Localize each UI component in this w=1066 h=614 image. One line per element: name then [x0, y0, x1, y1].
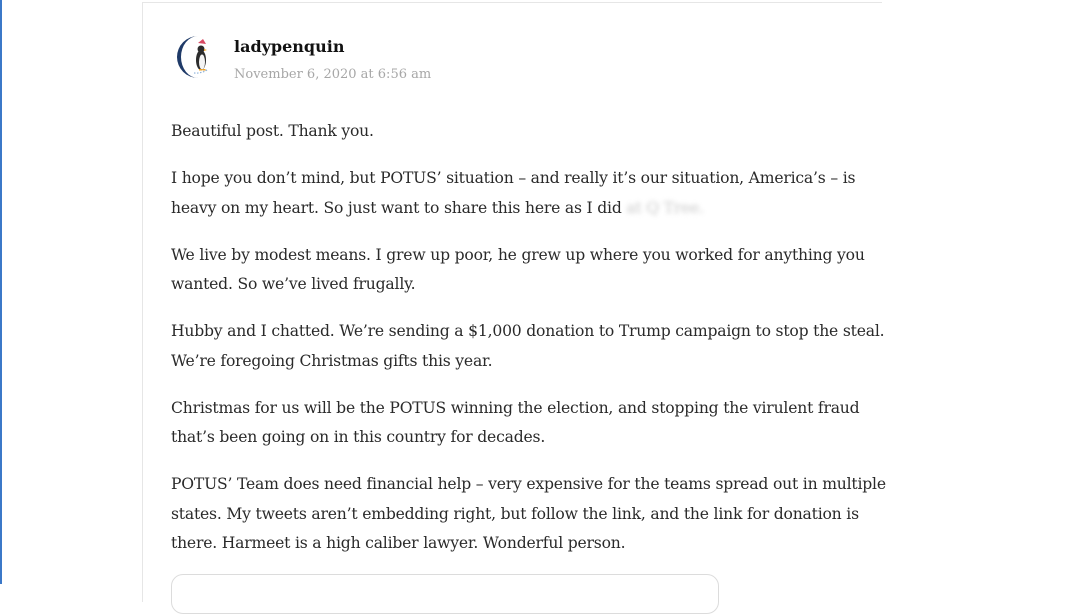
paragraph-text: POTUS’ Team does need financial help – very expensive for the teams spread out in multiple states. My tweets aren’t embedding right, but follow the link, and the link for donation is there. Harmeet is a high caliber lawyer. Wonderful person. — [171, 475, 886, 552]
comment-paragraph — [171, 394, 889, 453]
comment-author-name[interactable]: ladypenquin — [234, 37, 345, 56]
comment-paragraph — [171, 164, 889, 223]
paragraph-text: Beautiful post. Thank you. — [171, 122, 374, 140]
embedded-link-card[interactable] — [171, 574, 719, 614]
paragraph-text: Christmas for us will be the POTUS winning the election, and stopping the virulent fraud that’s been going on in this country for decades. — [171, 398, 860, 446]
paragraph-text: Hubby and I chatted. We’re sending a $1,000 donation to Trump campaign to stop the steal. We’re foregoing Christmas gifts this year. — [171, 322, 885, 370]
comment-paragraph — [171, 317, 889, 376]
paragraph-text: I hope you don’t mind, but POTUS’ situation – and really it’s our situation, America’s – is heavy on my heart. So just want to share this here as I did — [171, 169, 856, 217]
paragraph-text: We live by modest means. I grew up poor, he grew up where you worked for anything you wanted. So we’ve lived frugally. — [171, 245, 865, 293]
comment-paragraph — [171, 117, 889, 147]
comment-timestamp[interactable]: November 6, 2020 at 6:56 am — [234, 67, 432, 82]
blurred-link-text: at Q Tree. — [626, 198, 704, 217]
comment-body — [171, 117, 889, 576]
avatar[interactable] — [170, 33, 218, 81]
comment-paragraph — [171, 470, 889, 559]
penguin-on-moon-avatar-icon — [170, 33, 218, 81]
window-left-edge — [0, 0, 2, 584]
comment-paragraph — [171, 241, 889, 300]
